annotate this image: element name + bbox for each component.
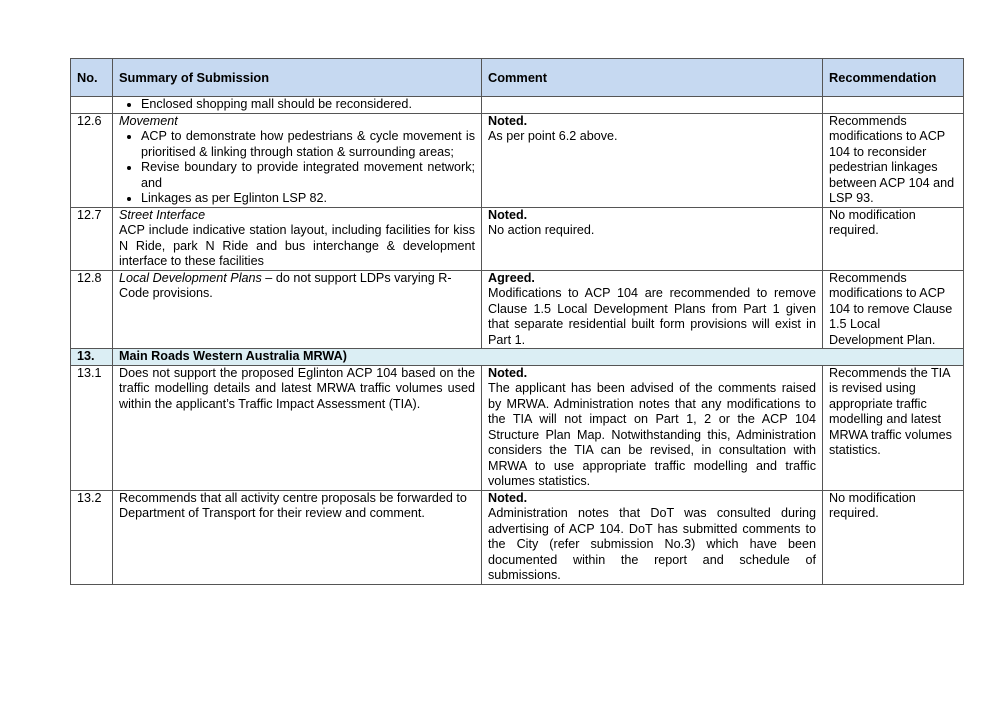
cell-no: 13.1 bbox=[71, 365, 113, 490]
cell-recommendation: Recommends the TIA is revised using appropriate traffic modelling and latest MRWA traffic volumes statistics. bbox=[823, 365, 964, 490]
cell-comment bbox=[482, 365, 823, 490]
comment-heading: Noted. bbox=[488, 365, 528, 380]
comment-heading: Agreed. bbox=[488, 270, 535, 285]
cell-comment bbox=[482, 113, 823, 207]
bullet-item: • Revise boundary to provide integrated movement network; and bbox=[141, 160, 475, 191]
comment-heading: Noted. bbox=[488, 207, 528, 222]
cell-no bbox=[71, 97, 113, 114]
bullet-item: • Linkages as per Eglinton LSP 82. bbox=[141, 191, 475, 207]
header-no: No. bbox=[71, 59, 113, 97]
cell-summary: Does not support the proposed Eglinton ACP 104 based on the traffic modelling details and latest MRWA traffic volumes used within the applicant’s Traffic Impact Assessment (TIA). bbox=[113, 365, 482, 490]
cell-summary bbox=[113, 270, 482, 349]
cell-summary bbox=[113, 113, 482, 207]
table-row-12-6 bbox=[71, 113, 964, 207]
cell-no: 12.8 bbox=[71, 270, 113, 349]
cell-no: 12.6 bbox=[71, 113, 113, 207]
cell-comment bbox=[482, 270, 823, 349]
cell-recommendation bbox=[823, 97, 964, 114]
cell-recommendation: No modification required. bbox=[823, 207, 964, 270]
header-comment: Comment bbox=[482, 59, 823, 97]
cell-comment bbox=[482, 97, 823, 114]
comment-heading: Noted. bbox=[488, 113, 528, 128]
comment-body: No action required. bbox=[488, 223, 595, 237]
table-row-13-1 bbox=[71, 365, 964, 490]
cell-comment bbox=[482, 207, 823, 270]
table-row-12-7 bbox=[71, 207, 964, 270]
bullet-item: • Enclosed shopping mall should be reconsidered. bbox=[141, 97, 475, 113]
section-title: Main Roads Western Australia MRWA) bbox=[113, 349, 964, 366]
header-recommendation: Recommendation bbox=[823, 59, 964, 97]
cell-summary bbox=[113, 97, 482, 114]
comment-heading: Noted. bbox=[488, 490, 528, 505]
table-row-continued bbox=[71, 97, 964, 114]
cell-no: 13.2 bbox=[71, 490, 113, 584]
comment-body: The applicant has been advised of the comments raised by MRWA. Administration notes that any modifications to the TIA will not impact on Part 1, 2 or the ACP 104 Structure Plan Map. Notwithstanding this, Administration considers the TIA can be revised, in consultation with MRWA to use appropriate traffic modelling and traffic volumes statistics. bbox=[488, 381, 816, 488]
table-row-12-8 bbox=[71, 270, 964, 349]
table-header-row bbox=[71, 59, 964, 97]
cell-no: 12.7 bbox=[71, 207, 113, 270]
summary-title: Street Interface bbox=[119, 207, 206, 222]
table-row-13-2 bbox=[71, 490, 964, 584]
summary-bullets bbox=[119, 129, 475, 207]
cell-no: 13. bbox=[71, 349, 113, 366]
comment-body: Administration notes that DoT was consulted during advertising of ACP 104. DoT has submitted comments to the City (refer submission No.3) which have been documented within the report and schedule of submissions. bbox=[488, 506, 816, 582]
summary-title: Local Development Plans bbox=[119, 270, 262, 285]
cell-recommendation: No modification required. bbox=[823, 490, 964, 584]
summary-text: – do not support LDPs varying R-Code provisions. bbox=[119, 270, 452, 300]
comment-body: As per point 6.2 above. bbox=[488, 129, 618, 143]
cell-summary: Recommends that all activity centre proposals be forwarded to Department of Transport for their review and comment. bbox=[113, 490, 482, 584]
cell-recommendation: Recommends modifications to ACP 104 to remove Clause 1.5 Local Development Plan. bbox=[823, 270, 964, 349]
submissions-table bbox=[70, 58, 964, 585]
cell-comment bbox=[482, 490, 823, 584]
summary-text: ACP include indicative station layout, including facilities for kiss N Ride, park N Ride and bus interchange & development interface to these facilities bbox=[119, 223, 475, 268]
bullet-item: • ACP to demonstrate how pedestrians & cycle movement is prioritised & linking through station & surrounding areas; bbox=[141, 129, 475, 160]
comment-body: Modifications to ACP 104 are recommended to remove Clause 1.5 Local Development Plans from Part 1 given that separate residential built form provisions will exist in Part 1. bbox=[488, 286, 816, 347]
cell-summary bbox=[113, 207, 482, 270]
summary-title: Movement bbox=[119, 113, 178, 128]
section-row-13 bbox=[71, 349, 964, 366]
cell-recommendation: Recommends modifications to ACP 104 to reconsider pedestrian linkages between ACP 104 and LSP 93. bbox=[823, 113, 964, 207]
header-summary: Summary of Submission bbox=[113, 59, 482, 97]
